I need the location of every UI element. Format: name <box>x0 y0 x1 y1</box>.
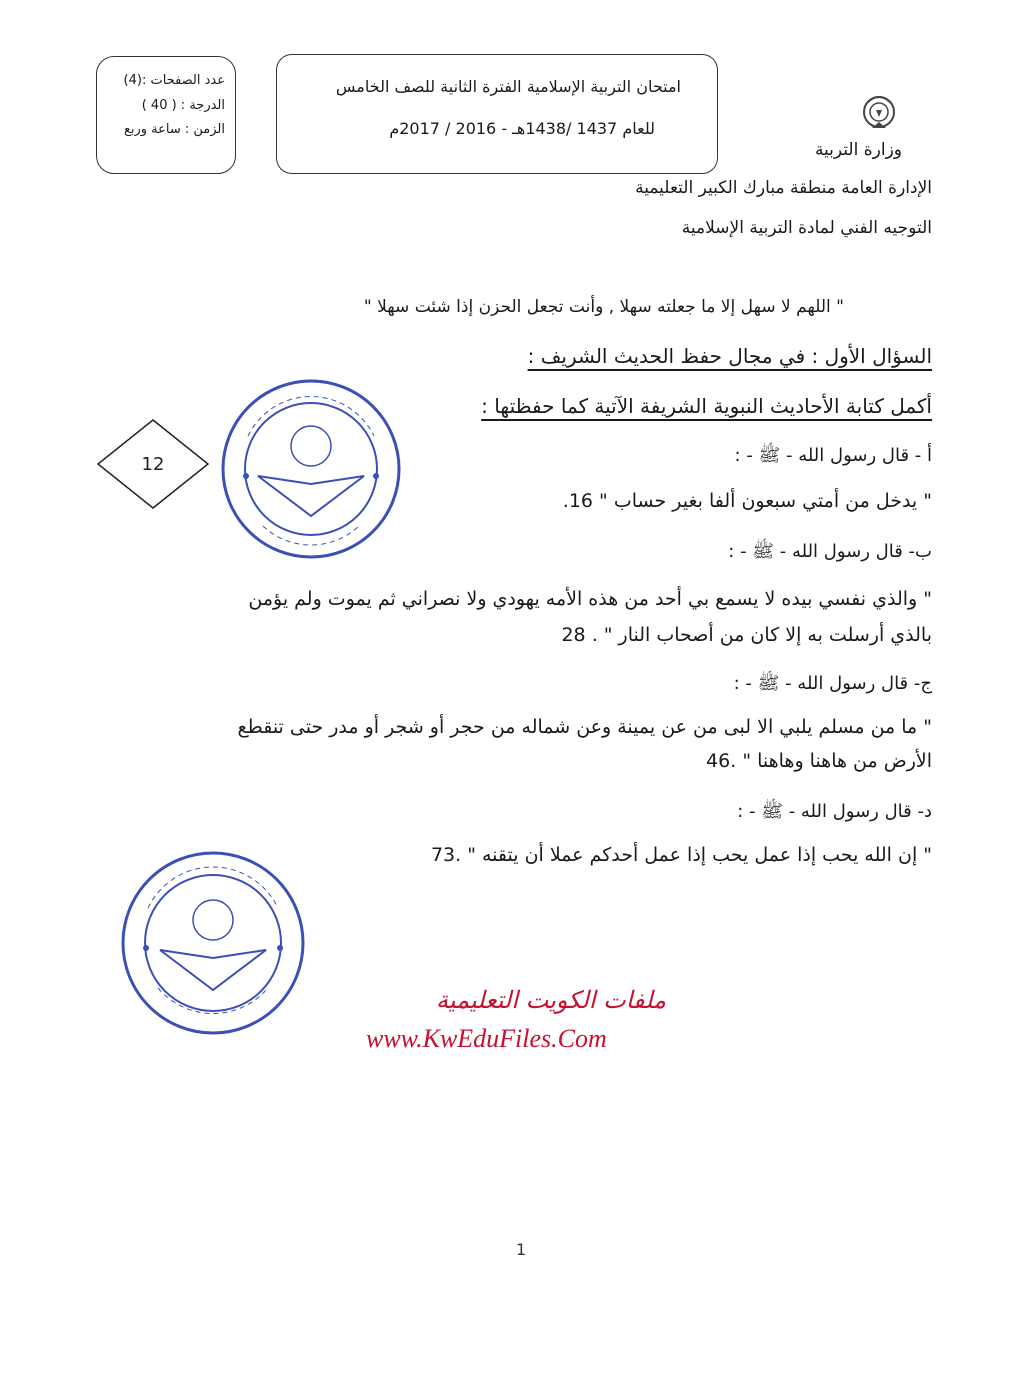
hadith-text: " إن الله يحب إذا عمل يحب إذا عمل أحدكم عملا أن يتقنه " .73 <box>430 844 932 866</box>
hadith-text: " والذي نفسي بيده لا يسمع بي أحد من هذه الأمه يهودي ولا نصراني ثم يموت ولم يؤمن <box>248 588 932 610</box>
question-title: السؤال الأول : في مجال حفظ الحديث الشريف : <box>527 344 932 368</box>
hadith-text: الأرض من هاهنا وهاهنا " .46 <box>706 750 932 772</box>
score-value: 12 <box>141 453 165 475</box>
hadith-label: د- قال رسول الله - ﷺ - : <box>737 801 932 822</box>
grade: الدرجة : ( 40 ) <box>141 97 225 113</box>
watermark-url[interactable]: www.KwEduFiles.Com <box>366 1024 607 1053</box>
hadith-text: " يدخل من أمتي سبعون ألفا بغير حساب " 16. <box>562 490 932 512</box>
hadith-text: " ما من مسلم يلبي الا لبى من عن يمينة وعن شماله من حجر أو شجر أو مدر حتى تنقطع <box>237 716 932 738</box>
opening-prayer: " اللهم لا سهل إلا ما جعلته سهلا , وأنت تجعل الحزن إذا شئت سهلا " <box>363 297 844 317</box>
pages-count: عدد الصفحات :(4) <box>123 73 225 88</box>
control-stamp-icon <box>218 376 404 562</box>
question-instruction: أكمل كتابة الأحاديث النبوية الشريفة الآتية كما حفظتها : <box>481 394 932 418</box>
exam-info-box <box>96 56 236 174</box>
exam-year: للعام 1437 /1438هـ - 2016 / 2017م <box>389 119 655 138</box>
duration: الزمن : ساعة وربع <box>123 122 225 138</box>
region-name: الإدارة العامة منطقة مبارك الكبير التعليمية <box>635 178 932 198</box>
hadith-label: ب- قال رسول الله - ﷺ - : <box>728 541 932 562</box>
ministry-name: وزارة التربية <box>814 140 902 160</box>
hadith-label: ج- قال رسول الله - ﷺ - : <box>733 673 932 694</box>
exam-title-box <box>276 54 718 174</box>
hadith-label: أ - قال رسول الله - ﷺ - : <box>734 445 932 466</box>
supervision-stamp-icon <box>118 848 308 1038</box>
watermark-box <box>362 972 856 1080</box>
exam-title: امتحان التربية الإسلامية الفترة الثانية للصف الخامس <box>335 77 681 96</box>
supervision-name: التوجيه الفني لمادة التربية الإسلامية <box>681 218 932 238</box>
ministry-emblem-icon <box>854 88 904 138</box>
page-number: 1 <box>516 1240 527 1259</box>
hadith-text: بالذي أرسلت به إلا كان من أصحاب النار " . 28 <box>561 624 932 646</box>
watermark-arabic: ملفات الكويت التعليمية <box>436 986 666 1014</box>
